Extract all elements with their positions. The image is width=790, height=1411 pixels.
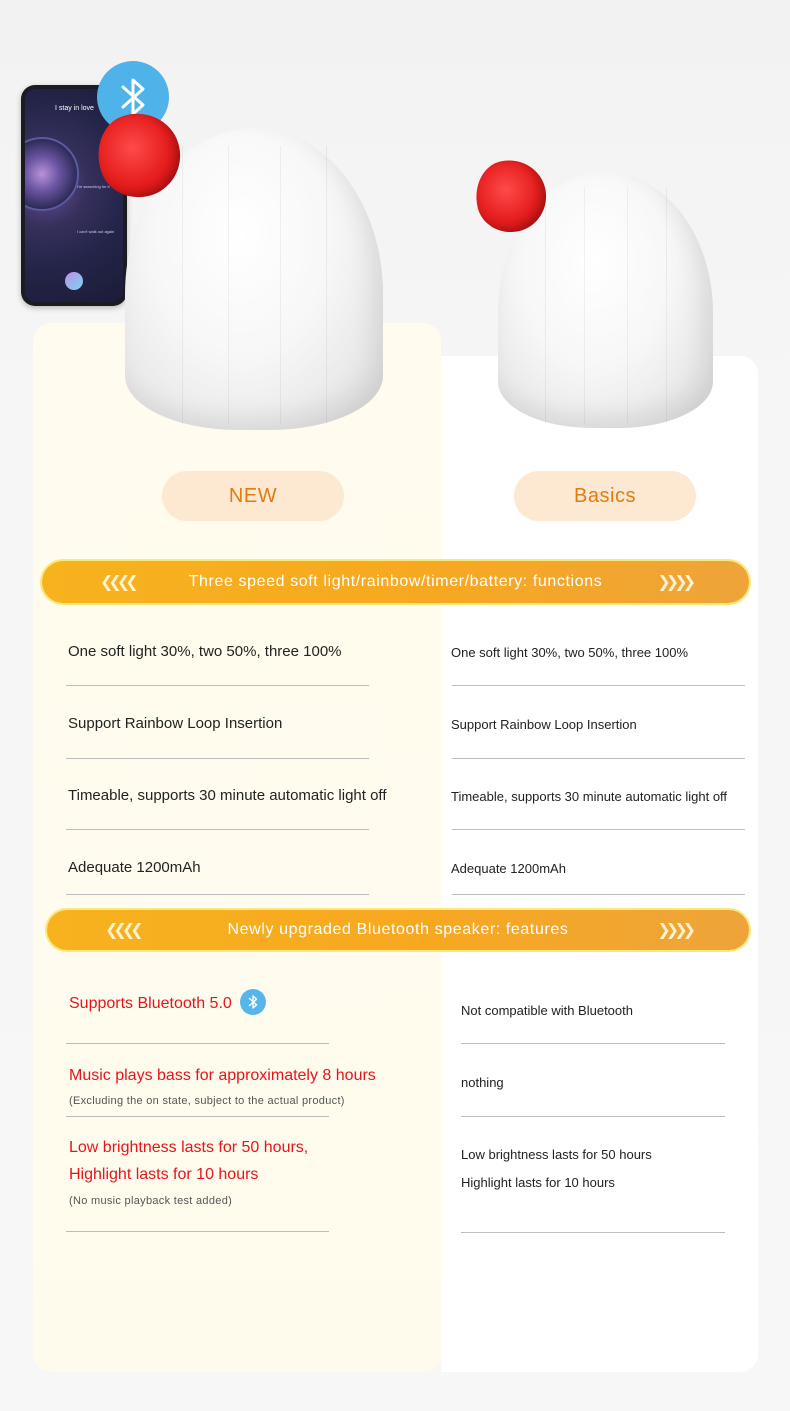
feature-new-brightness-2: Highlight lasts for 10 hours (69, 1166, 259, 1183)
banner-functions-text: Three speed soft light/rainbow/timer/battery: functions (188, 573, 603, 590)
album-disc (25, 137, 79, 211)
divider (66, 1043, 329, 1044)
feature-basic-brightness-2: Highlight lasts for 10 hours (461, 1175, 615, 1190)
function-new: Timeable, supports 30 minute automatic light off (68, 787, 387, 804)
function-basic: Support Rainbow Loop Insertion (451, 717, 637, 732)
label-basics: Basics (514, 471, 696, 521)
function-new: Support Rainbow Loop Insertion (68, 715, 283, 732)
divider (66, 685, 369, 686)
function-new: Adequate 1200mAh (68, 859, 201, 876)
banner-features (47, 910, 749, 950)
function-new: One soft light 30%, two 50%, three 100% (68, 643, 342, 660)
divider (66, 758, 369, 759)
feature-new-music: Music plays bass for approximately 8 hours (69, 1067, 376, 1084)
banner-functions (42, 561, 749, 603)
divider (452, 685, 745, 686)
divider (452, 894, 745, 895)
divider (66, 894, 369, 895)
function-basic: One soft light 30%, two 50%, three 100% (451, 645, 689, 660)
feature-new-bluetooth (69, 990, 266, 1017)
divider (452, 829, 745, 830)
function-basic: Adequate 1200mAh (451, 861, 566, 876)
chevron-right-icon: ❯❯❯❯ (657, 574, 691, 591)
divider (452, 758, 745, 759)
divider (66, 1231, 329, 1232)
chevron-left-icon: ❮❮❮❮ (105, 922, 139, 939)
phone-lyric: I'm searching for it (77, 184, 110, 189)
play-pause-icon (65, 272, 83, 290)
divider (461, 1232, 725, 1233)
chevron-right-icon: ❯❯❯❯ (657, 922, 691, 939)
divider (66, 829, 369, 830)
label-new: NEW (162, 471, 344, 521)
function-basic: Timeable, supports 30 minute automatic light off (451, 789, 728, 804)
feature-basic-music: nothing (461, 1075, 504, 1090)
feature-basic-bluetooth: Not compatible with Bluetooth (461, 1003, 633, 1018)
feature-new-brightness-1: Low brightness lasts for 50 hours, (69, 1139, 309, 1156)
feature-basic-brightness-1: Low brightness lasts for 50 hours (461, 1147, 652, 1162)
divider (461, 1043, 725, 1044)
divider (461, 1116, 725, 1117)
feature-new-brightness-note: (No music playback test added) (69, 1195, 233, 1207)
phone-song-title: I stay in love (55, 105, 94, 112)
chevron-left-icon: ❮❮❮❮ (100, 574, 134, 591)
phone-lyric: I can't walk out again (77, 229, 115, 234)
feature-new-bluetooth-text: Supports Bluetooth 5.0 (69, 995, 232, 1012)
banner-features-text: Newly upgraded Bluetooth speaker: features (227, 921, 569, 938)
divider (66, 1116, 329, 1117)
bluetooth-icon (240, 989, 266, 1015)
feature-new-music-note: (Excluding the on state, subject to the actual product) (69, 1095, 345, 1107)
